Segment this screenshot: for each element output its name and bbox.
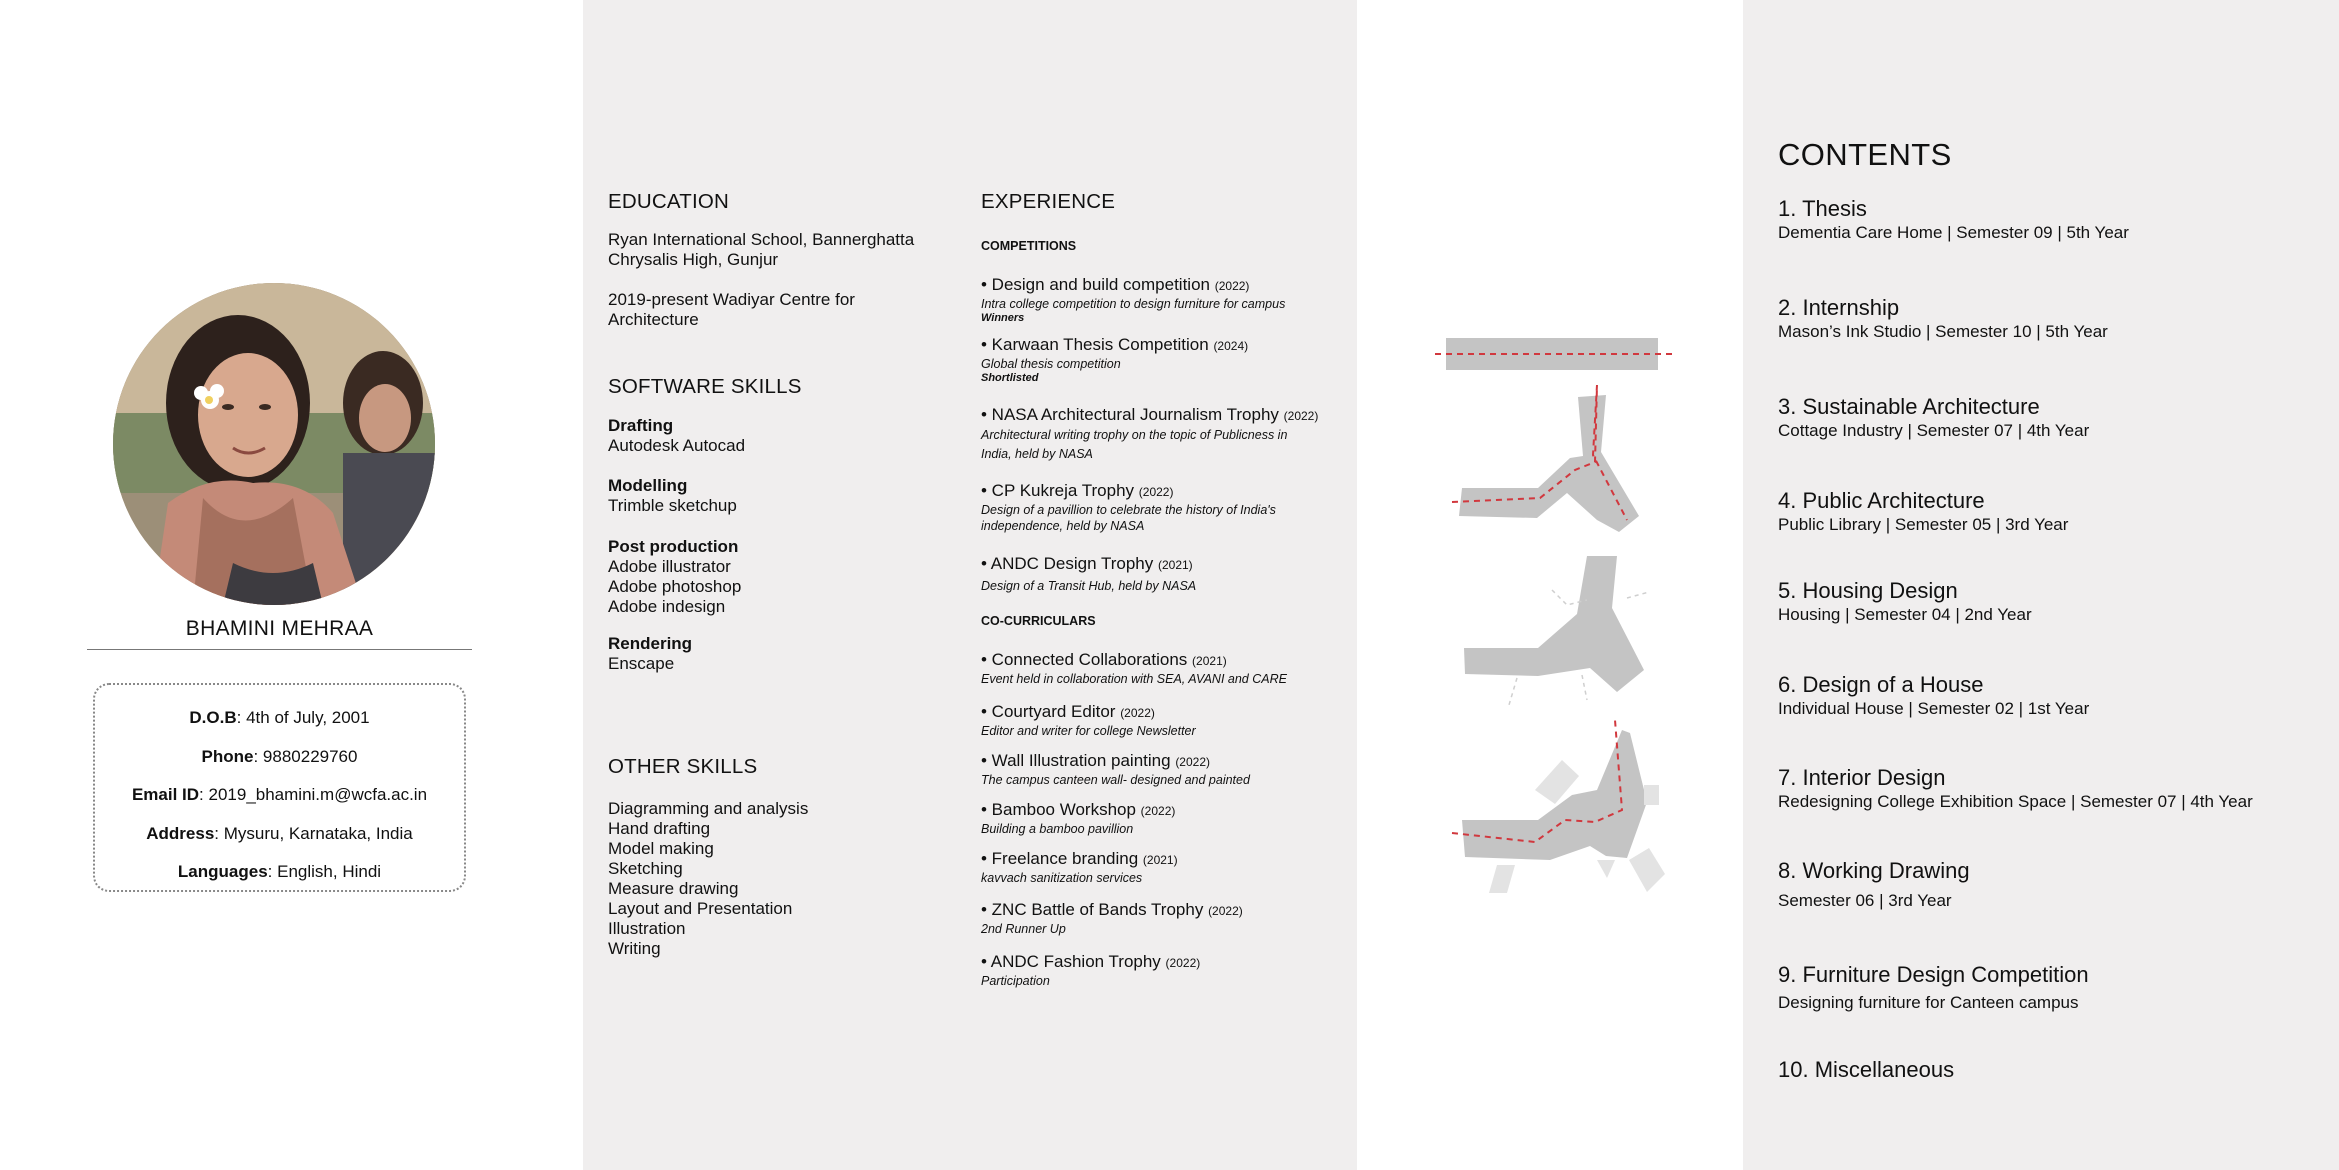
phone-row: Phone: 9880229760: [201, 746, 358, 766]
entry-description: independence, held by NASA: [981, 519, 1145, 533]
entry-description: Design of a pavillion to celebrate the history of India's: [981, 503, 1276, 517]
entry-description: The campus canteen wall- designed and painted: [981, 773, 1250, 787]
toc-item[interactable]: [1778, 962, 2338, 1014]
toc-item-title: 1. Thesis: [1778, 196, 1867, 221]
toc-item-title: 10. Miscellaneous: [1778, 1057, 1955, 1082]
languages-label: Languages: [177, 862, 268, 882]
software-group-name: Drafting: [608, 416, 674, 435]
entry-year: (2022): [1140, 804, 1176, 818]
cocurricular-entry: [981, 800, 1351, 837]
entry-title: • Courtyard Editor: [981, 702, 1116, 721]
competitions-label: COMPETITIONS: [981, 239, 1077, 253]
toc-item[interactable]: [1778, 295, 2338, 343]
software-group-name: Post production: [608, 537, 739, 556]
name-divider: [87, 649, 472, 650]
toc-item[interactable]: [1778, 765, 2338, 813]
entry-description: Architectural writing trophy on the topic of Publicness in: [981, 428, 1288, 442]
software-skills-title: SOFTWARE SKILLS: [608, 375, 802, 398]
entry-description: Participation: [981, 974, 1050, 988]
address-label: Address: [146, 823, 215, 843]
entry-title: • CP Kukreja Trophy: [981, 481, 1135, 500]
other-skill-item: Illustration: [608, 919, 686, 938]
diagram-shape: [1464, 556, 1644, 692]
entry-year: (2022): [1120, 706, 1155, 720]
toc-item-subtitle: Mason’s Ink Studio | Semester 10 | 5th Year: [1778, 322, 2108, 341]
software-item: Enscape: [608, 654, 675, 673]
cocurricular-entry: [981, 900, 1351, 937]
entry-title: • Karwaan Thesis Competition: [981, 335, 1209, 354]
diagram-guide-line: [1627, 592, 1649, 598]
cocurricular-entry: [981, 849, 1351, 886]
cocurricular-entry: [981, 702, 1351, 739]
entry-title: • Bamboo Workshop: [981, 800, 1136, 819]
toc-item-subtitle: Housing | Semester 04 | 2nd Year: [1778, 605, 2032, 624]
entry-description: Global thesis competition: [981, 357, 1121, 371]
toc-item-subtitle: Cottage Industry | Semester 07 | 4th Year: [1778, 421, 2090, 440]
entry-description: Design of a Transit Hub, held by NASA: [981, 579, 1197, 593]
address-row: Address: Mysuru, Karnataka, India: [146, 823, 413, 843]
languages-row: Languages: English, Hindi: [177, 862, 382, 882]
toc-item-title: 4. Public Architecture: [1778, 488, 1985, 513]
diagram-guide-line: [1582, 675, 1587, 700]
dob-row: D.O.B: 4th of July, 2001: [189, 708, 370, 727]
address-value: Mysuru, Karnataka, India: [223, 823, 413, 843]
education-line: 2019-present Wadiyar Centre for: [608, 290, 855, 309]
email-label: Email ID: [131, 785, 200, 805]
cocurricular-entry: [981, 650, 1351, 687]
software-item: Autodesk Autocad: [608, 436, 746, 455]
software-group-name: Rendering: [608, 634, 693, 653]
other-skill-item: Layout and Presentation: [608, 899, 793, 918]
languages-value: English, Hindi: [277, 862, 382, 882]
entry-title: • Connected Collaborations: [981, 650, 1188, 669]
other-skill-item: Hand drafting: [608, 819, 711, 838]
competition-entry: [981, 554, 1351, 594]
software-item: Trimble sketchup: [608, 496, 737, 515]
toc-item-subtitle: Dementia Care Home | Semester 09 | 5th Year: [1778, 223, 2129, 242]
phone-value: 9880229760: [262, 746, 358, 766]
entry-description: India, held by NASA: [981, 447, 1093, 461]
entry-title: • NASA Architectural Journalism Trophy: [981, 405, 1279, 424]
other-skill-item: Model making: [608, 839, 714, 858]
competition-entry: [981, 481, 1351, 534]
entry-result: Winners: [981, 312, 1025, 324]
entry-year: (2021): [1142, 853, 1178, 867]
entry-year: (2022): [1138, 485, 1174, 499]
toc-item-title: 6. Design of a House: [1778, 672, 1984, 697]
toc-item[interactable]: [1778, 1057, 2338, 1083]
entry-description: Building a bamboo pavillion: [981, 822, 1134, 836]
entry-title: • ANDC Design Trophy: [981, 554, 1154, 573]
diagram-guide-line: [1509, 678, 1517, 705]
software-item: Adobe indesign: [608, 597, 726, 616]
toc-item-subtitle: Redesigning College Exhibition Space | Semester 07 | 4th Year: [1778, 792, 2253, 811]
toc-item[interactable]: [1778, 672, 2338, 720]
entry-description: Event held in collaboration with SEA, AVANI and CARE: [981, 672, 1287, 686]
other-skill-item: Diagramming and analysis: [608, 799, 809, 818]
software-group-name: Modelling: [608, 476, 688, 495]
entry-year: (2022): [1208, 904, 1243, 918]
entry-year: (2021): [1157, 558, 1193, 572]
entry-description: 2nd Runner Up: [981, 922, 1066, 936]
software-item: Adobe photoshop: [608, 577, 742, 596]
toc-item-title: 3. Sustainable Architecture: [1778, 394, 2040, 419]
toc-item-title: 2. Internship: [1778, 295, 1900, 320]
competition-entry: [981, 275, 1351, 324]
dob-label: D.O.B: [189, 708, 237, 727]
toc-item[interactable]: [1778, 858, 2338, 912]
entry-result: Shortlisted: [981, 372, 1039, 384]
toc-item-title: 5. Housing Design: [1778, 578, 1958, 603]
portrait-illustration: [113, 283, 435, 605]
toc-item[interactable]: [1778, 578, 2338, 626]
contents-title: CONTENTS: [1778, 137, 1952, 172]
education-line: Chrysalis High, Gunjur: [608, 250, 779, 269]
entry-year: (2022): [1214, 279, 1250, 293]
profile-name: BHAMINI MEHRAA: [185, 617, 374, 640]
entry-description: Intra college competition to design furniture for campus: [981, 297, 1286, 311]
entry-title: • Design and build competition: [981, 275, 1210, 294]
diagram-shape: [1459, 395, 1639, 532]
entry-title: • ANDC Fashion Trophy: [981, 952, 1161, 971]
entry-year: (2024): [1213, 339, 1249, 353]
entry-description: kavvach sanitization services: [981, 871, 1143, 885]
education-title: EDUCATION: [608, 190, 730, 213]
email-row: Email ID: 2019_bhamini.m@wcfa.ac.in: [131, 785, 428, 805]
cocurriculars-label: CO-CURRICULARS: [981, 614, 1096, 628]
toc-item[interactable]: [1778, 196, 2338, 244]
entry-year: (2022): [1283, 409, 1319, 423]
entry-title: • ZNC Battle of Bands Trophy: [981, 900, 1204, 919]
other-skill-item: Writing: [608, 939, 661, 958]
cocurricular-entry: [981, 751, 1351, 788]
entry-year: (2022): [1165, 956, 1201, 970]
other-skill-item: Measure drawing: [608, 879, 739, 898]
toc-item-subtitle: Public Library | Semester 05 | 3rd Year: [1778, 515, 2069, 534]
other-skills-title: OTHER SKILLS: [608, 755, 758, 778]
education-line: Architecture: [608, 310, 699, 329]
competition-entry: [981, 405, 1351, 464]
diagram-shape-light: [1629, 848, 1665, 892]
toc-item[interactable]: [1778, 488, 2338, 536]
competition-entry: [981, 335, 1351, 384]
education-line: Ryan International School, Bannerghatta: [608, 230, 915, 249]
entry-title: • Wall Illustration painting: [981, 751, 1171, 770]
dob-value: 4th of July, 2001: [246, 708, 370, 727]
entry-title: • Freelance branding: [981, 849, 1139, 868]
diagram-strip: [1357, 0, 1743, 1170]
diagram-shape-light: [1597, 860, 1615, 878]
cocurricular-entry: [981, 952, 1351, 989]
toc-item-title: 9. Furniture Design Competition: [1778, 962, 2089, 987]
entry-year: (2021): [1192, 654, 1227, 668]
toc-item-title: 7. Interior Design: [1778, 765, 1946, 790]
software-item: Adobe illustrator: [608, 557, 731, 576]
experience-title: EXPERIENCE: [981, 190, 1116, 213]
entry-description: Editor and writer for college Newsletter: [981, 724, 1196, 738]
diagram-shape-light: [1644, 785, 1659, 805]
toc-item-title: 8. Working Drawing: [1778, 858, 1970, 883]
toc-item-subtitle: Designing furniture for Canteen campus: [1778, 993, 2079, 1012]
toc-item-subtitle: Semester 06 | 3rd Year: [1778, 891, 1952, 910]
entry-year: (2022): [1175, 755, 1210, 769]
profile-photo: [113, 283, 435, 605]
personal-details-box: [93, 683, 466, 892]
email-value: 2019_bhamini.m@wcfa.ac.in: [208, 785, 428, 805]
phone-label: Phone: [201, 746, 254, 766]
diagram-shape-light: [1489, 865, 1515, 893]
toc-item[interactable]: [1778, 394, 2338, 442]
other-skill-item: Sketching: [608, 859, 683, 878]
toc-item-subtitle: Individual House | Semester 02 | 1st Year: [1778, 699, 2090, 718]
